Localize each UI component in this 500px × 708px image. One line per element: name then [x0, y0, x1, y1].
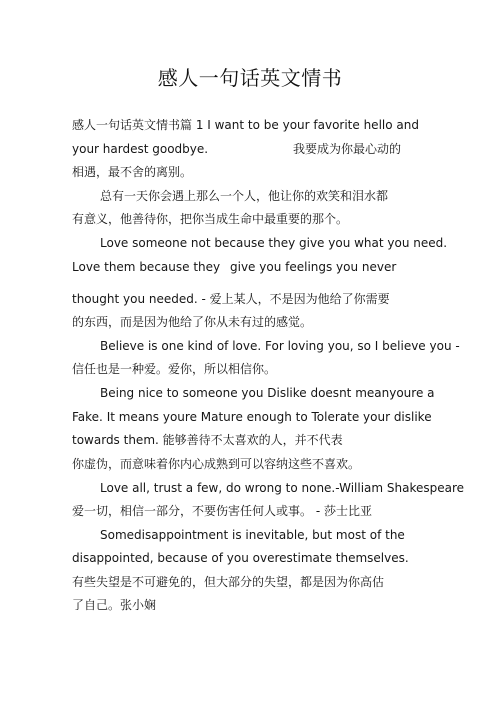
text-line-1: 感人一句话英文情书篇 1 I want to be your favorite hello and: [72, 118, 419, 132]
page-title: 感人一句话英文情书: [157, 66, 343, 90]
text-line-17: 爱一切，相信一部分，不要伤害任何人或事。 - 莎士比亚: [72, 504, 372, 518]
text-line-8: thought you needed. - 爱上某人，不是因为他给了你需要: [72, 292, 390, 306]
text-line-21: 了自己。张小娴: [72, 598, 157, 612]
text-line-9: 的东西，而是因为他给了你从未有过的感觉。: [72, 315, 313, 329]
text-line-7-continued: give you feelings you never: [230, 260, 397, 274]
text-line-11: 信任也是一种爱。爱你，所以相信你。: [72, 362, 277, 376]
text-line-15: 你虚伪，而意味着你内心成熟到可以容纳这些不喜欢。: [72, 457, 361, 471]
text-line-7: Love them because they: [72, 260, 221, 274]
text-line-12: Being nice to someone you Dislike doesnt meanyoure a: [100, 386, 435, 400]
text-line-13: Fake. It means youre Mature enough to Tolerate your dislike: [72, 410, 432, 424]
text-line-2-translation: 我要成为你最心动的: [293, 142, 402, 156]
text-line-20: 有些失望是不可避免的，但大部分的失望，都是因为你高估: [72, 575, 385, 589]
text-line-18: Somedisappointment is inevitable, but most of the: [100, 528, 405, 542]
text-line-2: your hardest goodbye.: [72, 142, 209, 156]
text-line-10: Believe is one kind of love. For loving you, so I believe you -: [100, 339, 460, 353]
text-line-4: 总有一天你会遇上那么一个人，他让你的欢笑和泪水都: [100, 189, 389, 203]
text-line-16: Love all, trust a few, do wrong to none.-William Shakespeare: [100, 481, 465, 495]
text-line-14: towards them. 能够善待不太喜欢的人，并不代表: [72, 433, 343, 447]
text-line-5: 有意义，他善待你，把你当成生命中最重要的那个。: [72, 212, 349, 226]
text-line-6: Love someone not because they give you what you need.: [100, 236, 448, 250]
text-line-3: 相遇，最不舍的离别。: [72, 165, 193, 179]
text-line-19: disappointed, because of you overestimate themselves.: [72, 551, 409, 565]
